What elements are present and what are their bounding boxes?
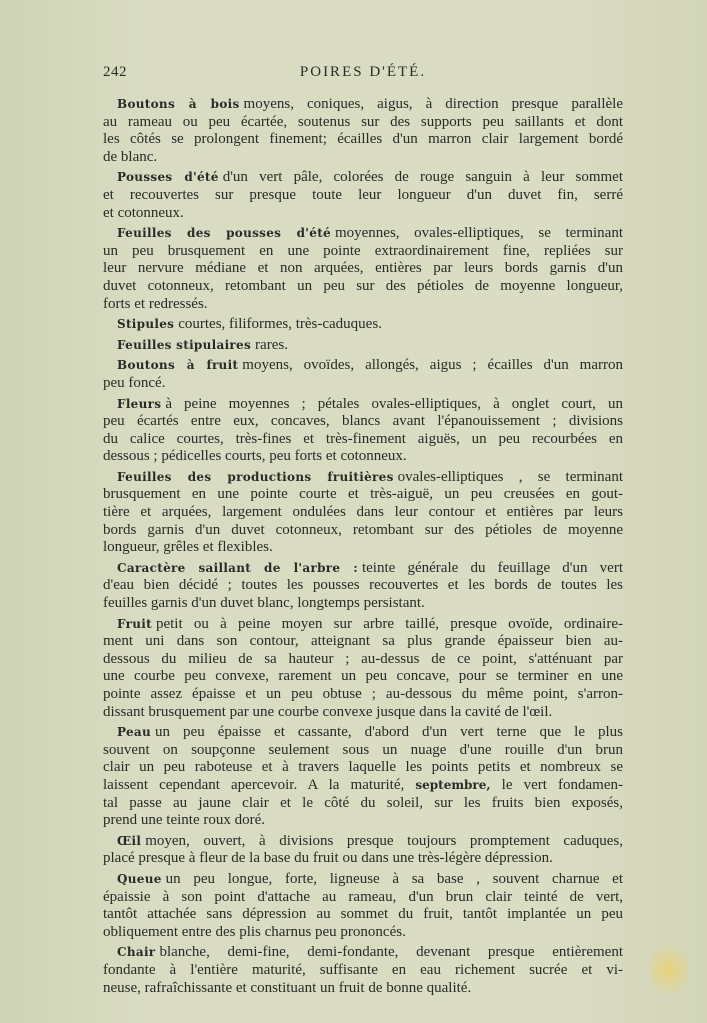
text-line <box>103 724 623 742</box>
line-text: moyennes, ovales-elliptiques, se terminant <box>334 225 623 242</box>
line-text: les côtés se prolongent finement; écailles d'un marron clair largement bordé <box>103 131 623 148</box>
text-line <box>103 357 623 375</box>
text-line <box>103 316 623 334</box>
description-paragraph <box>103 96 623 166</box>
text-line <box>103 777 623 795</box>
line-text: d'un vert pâle, colorées de rouge sanguin à leur sommet <box>222 169 623 186</box>
text-line <box>103 871 623 889</box>
paragraph-term: Feuilles des productions fruitières <box>117 469 394 484</box>
line-text: ovales-elliptiques , se terminant <box>397 468 624 485</box>
text-line <box>103 169 623 187</box>
description-paragraph <box>103 337 623 355</box>
line-text: moyen, ouvert, à divisions presque toujours promptement caduques, <box>145 832 623 849</box>
line-text: longueur, grêles et flexibles. <box>103 539 273 556</box>
text-line <box>103 889 623 907</box>
paper-stain <box>649 940 689 1000</box>
line-text: bords garnis d'un duvet cotonneux, retombant sur des pétioles de moyenne <box>103 521 623 538</box>
text-line <box>103 522 623 540</box>
text-line <box>103 337 623 355</box>
description-paragraph <box>103 225 623 313</box>
text-line <box>103 448 623 466</box>
description-paragraph <box>103 944 623 997</box>
line-text: pointe assez épaisse et un peu obtuse ; au-dessous du même point, s'arron- <box>103 686 623 702</box>
line-text: prend une teinte roux doré. <box>103 812 266 829</box>
page-header <box>103 64 623 84</box>
line-text: et cotonneux. <box>103 204 184 221</box>
description-paragraph <box>103 357 623 392</box>
line-text: un peu longue, forte, ligneuse à sa base , souvent charnue et <box>165 870 623 887</box>
text-line <box>103 243 623 261</box>
line-text: du calice courtes, très-fines et très-finement aiguës, un peu recourbées en <box>103 430 623 447</box>
line-text: brusquement en une pointe courte et très-aiguë, un peu creusées en gout- <box>103 486 623 503</box>
text-line <box>103 616 623 634</box>
line-text: neuse, rafraîchissante et constituant un fruit de bonne qualité. <box>103 979 472 996</box>
paragraph-term: Stipules <box>117 317 175 332</box>
line-text: à peine moyennes ; pétales ovales-elliptiques, à onglet court, un <box>165 395 623 412</box>
line-text: obliquement entre des plis charnus peu prononcés. <box>103 923 406 940</box>
line-text: leur nervure médiane et non arquées, entières par leurs bords garnis d'un <box>103 260 623 277</box>
line-text: clair un peu raboteuse et à travers laquelle les points petits et nombreux se <box>103 759 623 776</box>
text-line <box>103 413 623 431</box>
text-line <box>103 225 623 243</box>
text-line <box>103 962 623 980</box>
paragraph-term: Pousses d'été <box>117 170 219 185</box>
line-text: duvet cotonneux, retombant un peu sur des pétioles de moyenne longueur, <box>103 277 623 294</box>
ripening-month: septembre, <box>415 777 491 792</box>
description-paragraph <box>103 833 623 868</box>
line-text: peu écartés entre eux, concaves, blancs avant l'épanouissement ; divisions <box>103 413 623 430</box>
line-text: teinte générale du feuillage d'un vert <box>361 559 623 576</box>
paragraph-term: Feuilles des pousses d'été <box>117 226 331 241</box>
text-line <box>103 560 623 578</box>
description-paragraph <box>103 169 623 222</box>
text-line <box>103 131 623 149</box>
line-text: courtes, filiformes, très-caduques. <box>178 316 382 333</box>
paragraph-term: Feuilles stipulaires <box>117 337 252 352</box>
line-text: d'eau bien décidé ; toutes les pousses recouvertes et les bords de toutes les <box>103 577 623 594</box>
line-text: petit ou à peine moyen sur arbre taillé, presque ovoïde, ordinaire- <box>155 615 623 632</box>
text-line <box>103 187 623 205</box>
text-line <box>103 850 623 868</box>
line-text: moyens, ovoïdes, allongés, aigus ; écailles d'un marron <box>242 357 623 374</box>
paragraph-term: Fruit <box>117 616 152 631</box>
paragraph-term: Boutons à bois <box>117 97 240 111</box>
description-paragraph <box>103 724 623 830</box>
text-line <box>103 906 623 924</box>
description-paragraph <box>103 616 623 722</box>
line-text: forts et redressés. <box>103 295 208 312</box>
line-text: tière et arquées, largement ondulées dans leur contour et entières par leurs <box>103 504 623 521</box>
text-line <box>103 686 623 704</box>
text-line <box>103 944 623 962</box>
text-line <box>103 577 623 595</box>
text-line <box>103 96 623 114</box>
text-line <box>103 539 623 557</box>
page-number: 242 <box>103 64 127 80</box>
text-line <box>103 504 623 522</box>
line-text: dissant brusquement par une courbe convexe jusque dans la cavité de l'œil. <box>103 703 553 720</box>
line-text: une courbe peu convexe, rarement un peu concave, pour se terminer en une <box>103 668 623 685</box>
text-line <box>103 486 623 504</box>
text-line <box>103 668 623 686</box>
text-line <box>103 396 623 414</box>
description-paragraph <box>103 469 623 557</box>
text-line <box>103 742 623 760</box>
paragraph-term: Peau <box>117 725 152 740</box>
line-text: blanche, demi-fine, demi-fondante, devenant presque entièrement <box>159 944 623 961</box>
page-body <box>103 96 623 1000</box>
text-line <box>103 149 623 167</box>
description-paragraph <box>103 396 623 466</box>
line-text: souvent on soupçonne seulement sous un nuage d'une rouille d'un brun <box>103 741 623 758</box>
line-text: ment uni dans son contour, atteignant sa plus grande épaisseur bien au- <box>103 633 623 650</box>
paragraph-term: Caractère saillant de l'arbre : <box>117 560 358 575</box>
text-line <box>103 469 623 487</box>
text-line <box>103 431 623 449</box>
description-paragraph <box>103 316 623 334</box>
paragraph-term: Boutons à fruit <box>117 358 239 373</box>
line-text: placé presque à fleur de la base du fruit ou dans une très-légère dépression. <box>103 850 553 867</box>
text-line <box>103 759 623 777</box>
text-line <box>103 595 623 613</box>
line-text: et recouvertes sur presque toute leur longueur d'un duvet fin, serré <box>103 186 623 203</box>
line-text: dessous ; pédicelles courts, peu forts et cotonneux. <box>103 448 407 465</box>
line-text: épaissie à son point d'attache au rameau, d'un brun clair teinté de vert, <box>103 888 623 905</box>
line-text: au rameau ou peu écartée, soutenus sur des supports peu saillants et dont <box>103 113 623 130</box>
text-line <box>103 114 623 132</box>
description-paragraph <box>103 560 623 613</box>
line-text: rares. <box>255 336 288 353</box>
paragraph-term: Fleurs <box>117 396 162 411</box>
text-line <box>103 704 623 722</box>
line-text: un peu épaisse et cassante, d'abord d'un vert terne que le plus <box>155 724 623 741</box>
line-text: un peu brusquement en une pointe extraordinairement fine, repliées sur <box>103 242 623 259</box>
text-line <box>103 633 623 651</box>
text-line <box>103 205 623 223</box>
line-text: feuilles garnis d'un duvet blanc, longtemps persistant. <box>103 595 425 612</box>
description-paragraph <box>103 871 623 941</box>
text-line <box>103 980 623 998</box>
text-line <box>103 812 623 830</box>
line-text: le vert fondamen- <box>490 776 623 793</box>
line-text: laissent cependant apercevoir. A la maturité, <box>103 776 416 793</box>
line-text: dessous du milieu de sa hauteur ; au-dessus de ce point, s'atténuant par <box>103 650 623 667</box>
text-line <box>103 260 623 278</box>
line-text: fondante à l'entière maturité, suffisante en eau richement sucrée et vi- <box>103 961 623 978</box>
line-text: moyens, coniques, aigus, à direction presque parallèle <box>243 96 623 112</box>
text-line <box>103 795 623 813</box>
text-line <box>103 375 623 393</box>
text-line <box>103 278 623 296</box>
paragraph-term: Œil <box>117 833 142 848</box>
text-line <box>103 651 623 669</box>
text-line <box>103 833 623 851</box>
paragraph-term: Queue <box>117 871 162 886</box>
paragraph-term: Chair <box>117 945 156 960</box>
line-text: tal passe au jaune clair et le côté du soleil, sur les fruits bien exposés, <box>103 794 623 811</box>
line-text: de blanc. <box>103 148 158 165</box>
text-line <box>103 296 623 314</box>
running-title: POIRES D'ÉTÉ. <box>299 64 427 80</box>
text-line <box>103 924 623 942</box>
line-text: tantôt attachée sans dépression au sommet du fruit, tantôt implantée un peu <box>103 906 623 923</box>
line-text: peu foncé. <box>103 374 166 391</box>
